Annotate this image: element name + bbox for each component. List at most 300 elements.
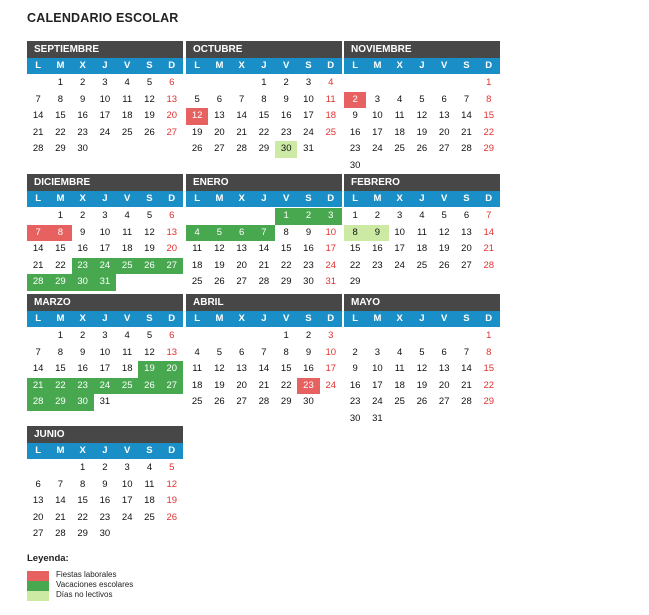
day-cell: 1 [261, 77, 267, 88]
month-septiembre [27, 41, 183, 158]
day-cell: 27 [236, 396, 247, 407]
day-cell: 19 [438, 243, 450, 254]
day-cell: 24 [94, 378, 116, 395]
day-cell: 11 [416, 226, 427, 238]
day-cell: 23 [99, 511, 111, 523]
weekday-label: L [35, 313, 42, 324]
day-cell: 10 [99, 226, 111, 238]
day-cell: 24 [372, 143, 383, 154]
weekday-label: M [56, 60, 65, 71]
day-cell: 12 [186, 108, 208, 125]
day-cell: 28 [55, 528, 66, 539]
day-cell: 1 [57, 210, 64, 221]
day-cell: 13 [166, 226, 178, 238]
day-cell: 30 [72, 274, 94, 291]
weekday-bar [27, 443, 183, 459]
day-cell: 22 [280, 379, 292, 391]
day-cell: 21 [258, 259, 270, 271]
day-cell: 7 [27, 225, 49, 242]
day-cell: 6 [441, 346, 447, 358]
day-cell: 4 [146, 462, 153, 473]
day-cell: 7 [35, 93, 41, 105]
day-cell: 2 [352, 346, 358, 358]
weekday-label: V [441, 60, 448, 71]
day-cell: 27 [438, 143, 450, 154]
day-cell: 2 [283, 77, 289, 88]
day-cell: 25 [191, 276, 203, 287]
day-cell: 12 [166, 478, 178, 490]
day-cell: 29 [258, 143, 270, 154]
weekday-label: X [79, 193, 86, 204]
weekday-label: V [441, 313, 448, 324]
weekday-label: L [194, 313, 201, 324]
day-cell: 19 [138, 361, 160, 378]
day-cell: 21 [483, 243, 495, 254]
weekday-label: L [352, 60, 359, 71]
day-cell: 12 [438, 226, 450, 238]
day-cell: 11 [394, 110, 405, 121]
day-cell: 1 [57, 77, 64, 88]
day-cell: 22 [280, 259, 292, 271]
vacaciones-swatch [27, 581, 49, 591]
month-header: SEPTIEMBRE [27, 41, 183, 58]
day-cell: 5 [419, 93, 425, 105]
day-cell: 23 [303, 259, 314, 271]
day-cell: 2 [297, 208, 319, 225]
day-cell: 10 [325, 226, 337, 238]
weekday-label: J [102, 193, 108, 204]
day-cell: 22 [55, 259, 66, 271]
weekday-label: X [396, 60, 403, 71]
day-cell: 11 [144, 478, 155, 490]
day-cell: 18 [144, 495, 155, 506]
day-cell: 16 [280, 110, 292, 121]
day-cell: 21 [461, 379, 472, 391]
day-grid [186, 328, 342, 411]
empty-cell [231, 208, 253, 225]
weekday-label: V [283, 313, 290, 324]
day-cell: 2 [80, 210, 86, 221]
day-cell: 23 [72, 378, 94, 395]
fiesta-swatch [27, 571, 49, 581]
day-cell: 11 [122, 93, 133, 105]
empty-cell [186, 328, 208, 345]
day-cell: 29 [483, 143, 495, 154]
day-cell: 1 [57, 330, 64, 341]
day-cell: 6 [441, 93, 447, 105]
day-cell: 25 [116, 258, 138, 275]
weekday-label: J [419, 60, 425, 71]
day-cell: 31 [372, 412, 383, 424]
day-cell: 8 [57, 346, 64, 358]
day-cell: 8 [283, 226, 289, 238]
day-cell: 22 [258, 126, 270, 138]
month-junio [27, 426, 183, 543]
month-header: OCTUBRE [186, 41, 342, 58]
day-cell: 4 [124, 210, 130, 221]
day-cell: 11 [192, 243, 203, 254]
day-cell: 30 [303, 276, 314, 287]
day-cell: 9 [80, 93, 86, 105]
day-cell: 10 [99, 93, 111, 105]
weekday-label: S [305, 60, 312, 71]
weekday-label: M [373, 313, 382, 324]
empty-cell [186, 208, 208, 225]
day-cell: 21 [258, 379, 270, 391]
day-cell: 20 [438, 126, 450, 138]
day-cell: 6 [231, 225, 253, 242]
day-cell: 17 [99, 363, 111, 374]
day-cell: 1 [80, 462, 86, 473]
day-cell: 18 [416, 243, 428, 254]
day-cell: 21 [236, 126, 247, 138]
weekday-label: S [146, 193, 153, 204]
day-cell: 20 [166, 110, 178, 121]
day-cell: 9 [80, 226, 86, 238]
weekday-label: M [215, 60, 224, 71]
day-cell: 26 [214, 276, 225, 287]
day-cell: 25 [416, 259, 428, 271]
day-cell: 15 [280, 363, 292, 374]
empty-cell [208, 75, 230, 92]
day-cell: 5 [419, 346, 425, 358]
month-marzo [27, 294, 183, 411]
month-header: NOVIEMBRE [344, 41, 500, 58]
day-cell: 6 [35, 478, 41, 490]
weekday-label: M [215, 313, 224, 324]
weekday-label: X [79, 313, 86, 324]
month-noviembre [344, 41, 500, 174]
day-cell: 18 [325, 110, 337, 121]
weekday-bar [27, 58, 183, 74]
empty-cell [433, 328, 455, 345]
day-cell: 15 [77, 495, 88, 506]
day-cell: 6 [216, 93, 223, 105]
empty-cell [231, 75, 253, 92]
weekday-label: D [485, 193, 493, 204]
day-cell: 6 [169, 330, 175, 341]
day-cell: 23 [297, 378, 319, 395]
day-cell: 13 [438, 110, 450, 121]
weekday-label: D [485, 60, 493, 71]
day-cell: 13 [166, 93, 178, 105]
day-cell: 27 [461, 259, 472, 271]
month-header: MARZO [27, 294, 183, 311]
day-cell: 13 [166, 346, 178, 358]
day-cell: 5 [146, 210, 153, 221]
empty-cell [253, 328, 275, 345]
day-cell: 24 [372, 396, 383, 407]
day-cell: 30 [99, 528, 111, 539]
day-cell: 16 [349, 126, 361, 138]
day-cell: 12 [214, 243, 225, 254]
day-cell: 18 [394, 126, 405, 138]
day-cell: 16 [77, 363, 88, 374]
day-cell: 19 [214, 379, 225, 391]
day-cell: 31 [99, 396, 111, 407]
day-cell: 23 [72, 258, 94, 275]
legend-title: Leyenda: [27, 553, 69, 564]
month-header: MAYO [344, 294, 500, 311]
month-febrero [344, 174, 500, 291]
weekday-label: L [35, 193, 42, 204]
empty-cell [411, 328, 433, 345]
month-header: ENERO [186, 174, 342, 191]
day-cell: 15 [483, 110, 495, 121]
day-cell: 1 [275, 208, 297, 225]
day-cell: 11 [325, 93, 336, 105]
day-cell: 14 [483, 226, 495, 238]
empty-cell [389, 328, 411, 345]
day-cell: 12 [144, 93, 155, 105]
day-cell: 10 [303, 93, 314, 105]
day-cell: 17 [121, 495, 133, 506]
day-cell: 22 [77, 511, 88, 523]
empty-cell [208, 328, 230, 345]
day-cell: 20 [236, 379, 247, 391]
day-cell: 9 [305, 226, 312, 238]
day-cell: 20 [438, 379, 450, 391]
day-cell: 2 [80, 77, 86, 88]
day-cell: 19 [166, 495, 178, 506]
weekday-label: D [168, 313, 176, 324]
day-grid [27, 75, 183, 158]
day-cell: 14 [258, 363, 270, 374]
empty-cell [455, 328, 477, 345]
day-cell: 20 [161, 361, 183, 378]
weekday-label: L [194, 60, 201, 71]
legend-label: Fiestas laborales [56, 570, 117, 579]
day-cell: 22 [55, 126, 66, 138]
day-cell: 18 [191, 379, 203, 391]
weekday-label: V [441, 193, 448, 204]
day-cell: 14 [55, 495, 66, 506]
weekday-label: S [463, 313, 470, 324]
day-cell: 28 [27, 394, 49, 411]
day-cell: 17 [99, 110, 111, 121]
day-cell: 17 [372, 379, 383, 391]
day-grid [344, 328, 500, 427]
month-enero [186, 174, 342, 291]
day-cell: 23 [349, 143, 361, 154]
day-cell: 27 [438, 396, 450, 407]
day-cell: 9 [352, 363, 358, 374]
weekday-label: J [102, 445, 108, 456]
empty-cell [366, 75, 388, 92]
day-cell: 17 [99, 243, 111, 254]
day-cell: 27 [166, 126, 178, 138]
weekday-label: J [261, 60, 267, 71]
day-cell: 28 [461, 143, 472, 154]
day-cell: 15 [258, 110, 270, 121]
day-cell: 26 [138, 258, 160, 275]
weekday-label: L [35, 60, 42, 71]
day-cell: 28 [461, 396, 472, 407]
weekday-bar [27, 311, 183, 327]
day-cell: 26 [144, 126, 155, 138]
day-cell: 20 [214, 126, 225, 138]
day-cell: 3 [102, 210, 108, 221]
day-cell: 23 [280, 126, 292, 138]
day-cell: 8 [49, 225, 71, 242]
day-cell: 1 [352, 210, 358, 221]
day-cell: 16 [372, 243, 383, 254]
day-cell: 11 [122, 346, 133, 358]
day-cell: 22 [483, 379, 495, 391]
empty-cell [231, 328, 253, 345]
day-cell: 14 [236, 110, 247, 121]
weekday-label: X [238, 313, 245, 324]
day-cell: 18 [121, 110, 133, 121]
day-cell: 2 [102, 462, 108, 473]
weekday-label: M [373, 193, 382, 204]
day-cell: 10 [372, 363, 383, 374]
day-cell: 28 [236, 143, 247, 154]
day-cell: 8 [261, 93, 267, 105]
day-cell: 14 [32, 243, 44, 254]
day-cell: 15 [280, 243, 292, 254]
day-cell: 27 [161, 378, 183, 395]
weekday-label: S [305, 193, 312, 204]
weekday-label: J [102, 60, 108, 71]
empty-cell [208, 208, 230, 225]
empty-cell [27, 328, 49, 345]
day-cell: 25 [191, 396, 203, 407]
day-cell: 13 [236, 363, 247, 374]
day-cell: 18 [121, 363, 133, 374]
weekday-label: D [168, 445, 176, 456]
day-cell: 4 [194, 346, 200, 358]
day-grid [27, 460, 183, 543]
weekday-label: S [305, 313, 312, 324]
weekday-label: X [396, 193, 403, 204]
day-cell: 26 [214, 396, 225, 407]
empty-cell [27, 208, 49, 225]
day-cell: 13 [214, 110, 225, 121]
day-cell: 30 [349, 412, 361, 424]
weekday-label: L [352, 193, 359, 204]
weekday-label: V [124, 445, 131, 456]
empty-cell [253, 208, 275, 225]
day-cell: 28 [483, 259, 495, 271]
day-cell: 18 [191, 259, 203, 271]
day-cell: 14 [258, 243, 270, 254]
day-cell: 7 [57, 478, 64, 490]
weekday-label: S [463, 60, 470, 71]
day-cell: 2 [80, 330, 86, 341]
day-cell: 30 [275, 141, 297, 158]
day-cell: 10 [372, 110, 383, 121]
month-mayo [344, 294, 500, 427]
day-cell: 21 [27, 378, 49, 395]
weekday-label: J [419, 313, 425, 324]
day-cell: 7 [486, 210, 492, 221]
day-cell: 4 [124, 330, 130, 341]
weekday-label: M [56, 193, 65, 204]
weekday-label: V [124, 193, 131, 204]
empty-cell [433, 75, 455, 92]
day-cell: 24 [325, 259, 337, 271]
day-cell: 1 [283, 330, 289, 341]
day-cell: 27 [161, 258, 183, 275]
day-cell: 23 [349, 396, 361, 407]
weekday-bar [344, 311, 500, 327]
day-cell: 24 [99, 126, 111, 138]
day-cell: 5 [146, 77, 153, 88]
day-cell: 19 [144, 243, 155, 254]
day-cell: 18 [121, 243, 133, 254]
day-cell: 14 [461, 110, 472, 121]
day-cell: 3 [102, 77, 108, 88]
day-cell: 21 [55, 511, 66, 523]
day-cell: 9 [283, 93, 289, 105]
day-cell: 29 [55, 143, 66, 154]
day-cell: 6 [169, 77, 175, 88]
day-cell: 13 [236, 243, 247, 254]
no-lectivo-swatch [27, 591, 49, 601]
weekday-label: V [283, 60, 290, 71]
day-cell: 16 [77, 243, 88, 254]
legend-label: Días no lectivos [56, 590, 113, 599]
day-cell: 28 [27, 274, 49, 291]
weekday-label: J [102, 313, 108, 324]
weekday-label: J [261, 313, 267, 324]
day-cell: 3 [328, 330, 334, 341]
day-cell: 20 [236, 259, 247, 271]
day-cell: 4 [186, 225, 208, 242]
day-cell: 3 [397, 210, 403, 221]
day-cell: 11 [192, 363, 203, 374]
day-cell: 3 [374, 93, 381, 105]
day-cell: 4 [397, 93, 403, 105]
day-cell: 30 [303, 396, 314, 407]
day-cell: 6 [239, 346, 245, 358]
day-cell: 23 [372, 259, 383, 271]
day-cell: 13 [461, 226, 472, 238]
day-cell: 24 [94, 258, 116, 275]
day-cell: 25 [325, 126, 337, 138]
day-cell: 29 [49, 394, 71, 411]
weekday-bar [27, 191, 183, 207]
month-header: DICIEMBRE [27, 174, 183, 191]
day-cell: 3 [124, 462, 130, 473]
weekday-label: X [238, 60, 245, 71]
day-cell: 7 [463, 346, 470, 358]
day-cell: 10 [394, 226, 405, 238]
day-cell: 17 [303, 110, 314, 121]
day-cell: 14 [32, 363, 44, 374]
day-cell: 16 [77, 110, 88, 121]
day-cell: 24 [394, 259, 405, 271]
day-cell: 3 [320, 208, 342, 225]
day-cell: 15 [55, 243, 66, 254]
day-cell: 7 [35, 346, 41, 358]
day-cell: 12 [416, 110, 428, 121]
day-cell: 21 [32, 126, 44, 138]
weekday-bar [344, 58, 500, 74]
day-cell: 16 [303, 363, 314, 374]
day-cell: 10 [121, 478, 133, 490]
day-grid [344, 208, 500, 291]
month-diciembre [27, 174, 183, 291]
day-cell: 17 [325, 243, 337, 254]
day-cell: 9 [366, 225, 388, 242]
day-cell: 15 [55, 110, 66, 121]
day-cell: 25 [394, 396, 405, 407]
day-cell: 22 [483, 126, 495, 138]
day-cell: 6 [463, 210, 470, 221]
day-cell: 31 [325, 276, 337, 287]
